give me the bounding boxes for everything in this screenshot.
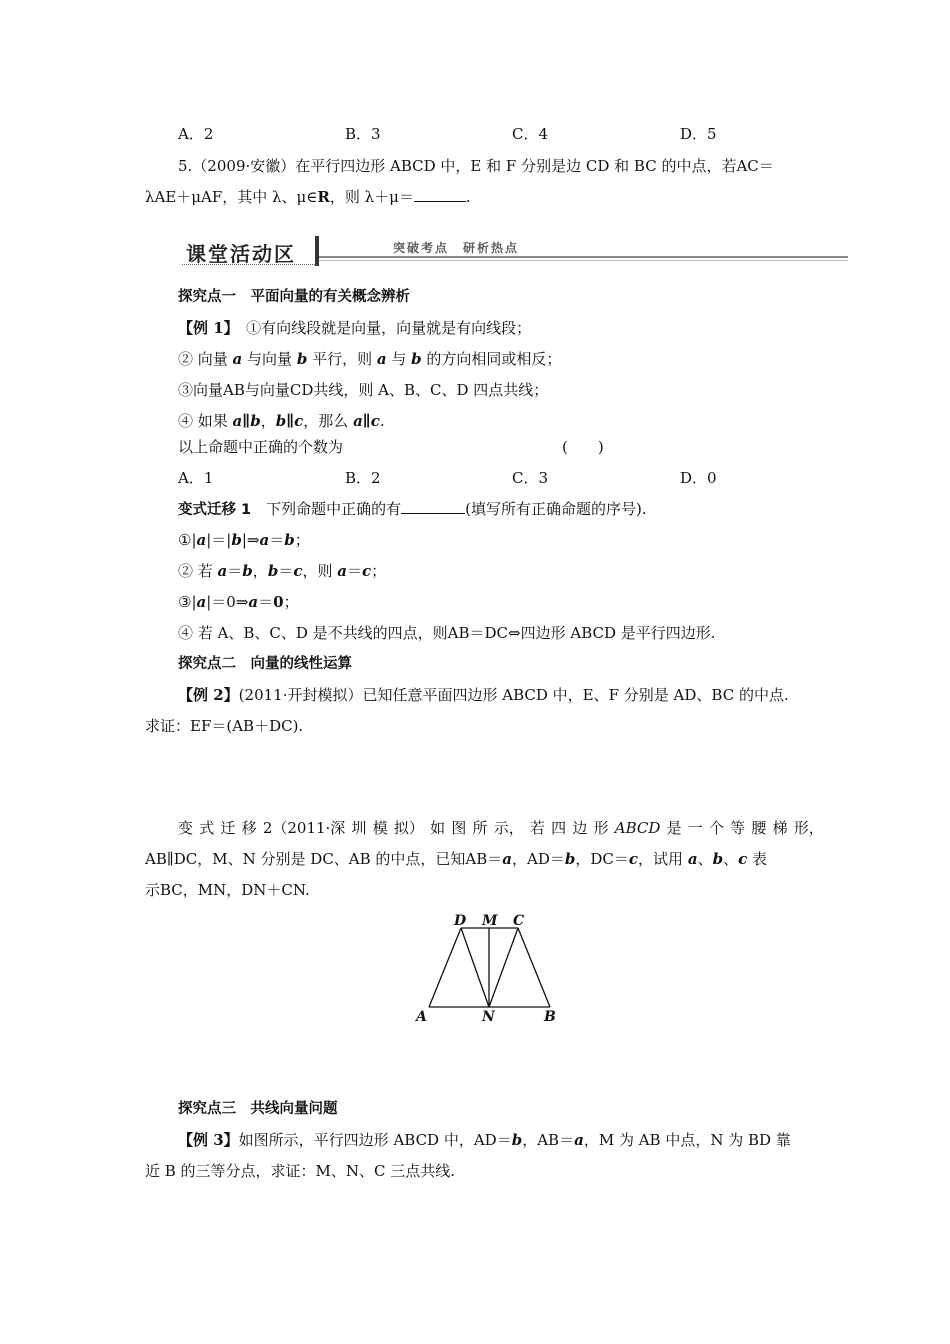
variant-2-word: 所 (472, 819, 488, 837)
variant-2-word: 边 (572, 819, 588, 837)
section-banner (178, 234, 848, 268)
banner-title: 课堂活动区 (186, 242, 296, 266)
variant-2-word: 一 (687, 819, 703, 837)
variant-2-word: 图 (451, 819, 467, 837)
label-c: C (513, 913, 525, 929)
example-2-line-2: 求证：EF＝(AB＋DC). (145, 717, 304, 735)
trapezoid-figure (410, 908, 570, 1030)
variant-2-word: 是 (666, 819, 682, 837)
label-b: B (544, 1009, 556, 1025)
variant-1-item-1: ①|a|＝|b|⇒a＝b； (178, 531, 310, 549)
variant-2-word: 四 (551, 819, 567, 837)
variant-2-word: 模 (372, 819, 388, 837)
label-d: D (454, 913, 467, 929)
section-3-title: 探究点三 共线向量问题 (178, 1101, 338, 1117)
section-2-title: 探究点二 向量的线性运算 (178, 656, 352, 672)
variant-1-blank (401, 499, 465, 514)
example-1-item-4: ④ 如果 a∥b，b∥c，那么 a∥c. (178, 412, 385, 430)
banner-dotted-underline (182, 264, 317, 265)
variant-2-line-3: 示BC，MN，DN＋CN. (145, 881, 310, 899)
variant-2-word: 圳 (351, 819, 367, 837)
option-b: B．3 (345, 125, 381, 143)
banner-rule-thin (319, 260, 848, 261)
answer-blank (414, 187, 466, 202)
variant-2-word: 拟） (393, 819, 424, 837)
variant-2-word: 移 (241, 819, 257, 837)
example-1-item-2: ② 向量 a 与向量 b 平行，则 a 与 b 的方向相同或相反； (178, 350, 562, 368)
question-5-line1: 5.（2009·安徽）在平行四边形 ABCD 中，E 和 F 分别是边 CD 和 BC 的中点，若AC＝ (178, 157, 774, 175)
variant-1-item-4: ④ 若 A、B、C、D 是不共线的四点，则AB＝DC⇔四边形 ABCD 是平行四边形. (178, 624, 716, 642)
variant-2-word: 腰 (751, 819, 767, 837)
variant-2-word: 个 (708, 819, 724, 837)
variant-1-item-3: ③|a|＝0⇒a＝0； (178, 593, 299, 611)
question-5-line2: λAE＋μAF，其中 λ、μ∈R，则 λ＋μ＝ . (145, 188, 471, 206)
example-3-line-2: 近 B 的三等分点，求证：M、N、C 三点共线. (145, 1162, 456, 1180)
variant-2-word: 式 (199, 819, 215, 837)
variant-2-word: 2（2011·深 (262, 819, 346, 837)
variant-2-word: 如 (430, 819, 446, 837)
example-1-item-3: ③向量AB与向量CD共线，则 A、B、C、D 四点共线； (178, 381, 549, 399)
answer-parens: ( ) (562, 438, 604, 456)
variant-2-word: 梯 (772, 819, 788, 837)
ex1-option-c: C．3 (512, 469, 549, 487)
variant-2-word: 形， (793, 819, 824, 837)
variant-2-line-1 (178, 818, 824, 838)
banner-subtitle: 突破考点 研析热点 (393, 241, 520, 255)
example-1-question: 以上命题中正确的个数为 (178, 438, 344, 456)
variant-1: 变式迁移 1 下列命题中正确的有 (填写所有正确命题的序号). (178, 500, 647, 518)
label-a: A (416, 1009, 427, 1025)
variant-2-word: 变 (178, 819, 194, 837)
option-c: C．4 (512, 125, 549, 143)
variant-2-word: 若 (529, 819, 545, 837)
banner-rule (319, 256, 848, 258)
section-1-title: 探究点一 平面向量的有关概念辨析 (178, 289, 410, 305)
example-3: 【例 3】如图所示，平行四边形 ABCD 中，AD＝b，AB＝a，M 为 AB 中点，N 为 BD 靠 (178, 1131, 791, 1149)
ex1-option-a: A．1 (178, 469, 214, 487)
variant-2-line-2: AB∥DC，M、N 分别是 DC、AB 的中点，已知AB＝a，AD＝b，DC＝c，试用 a、b、c 表 (145, 850, 768, 868)
variant-2-word: 迁 (220, 819, 236, 837)
variant-2-word: ABCD (614, 819, 661, 837)
ex1-option-d: D．0 (680, 469, 717, 487)
example-1: 【例 1】 ①有向线段就是向量，向量就是有向线段； (178, 319, 532, 337)
variant-2-word: 示， (493, 819, 524, 837)
option-a: A．2 (178, 125, 214, 143)
ex1-option-b: B．2 (345, 469, 381, 487)
variant-1-item-2: ② 若 a＝b，b＝c，则 a＝c； (178, 562, 387, 580)
variant-2-word: 等 (730, 819, 746, 837)
label-m: M (482, 913, 498, 929)
banner-divider (315, 236, 319, 266)
variant-2-word: 形 (593, 819, 609, 837)
option-d: D．5 (680, 125, 717, 143)
example-2: 【例 2】(2011·开封模拟）已知任意平面四边形 ABCD 中，E、F 分别是 AD、BC 的中点. (178, 686, 789, 704)
label-n: N (482, 1009, 495, 1025)
